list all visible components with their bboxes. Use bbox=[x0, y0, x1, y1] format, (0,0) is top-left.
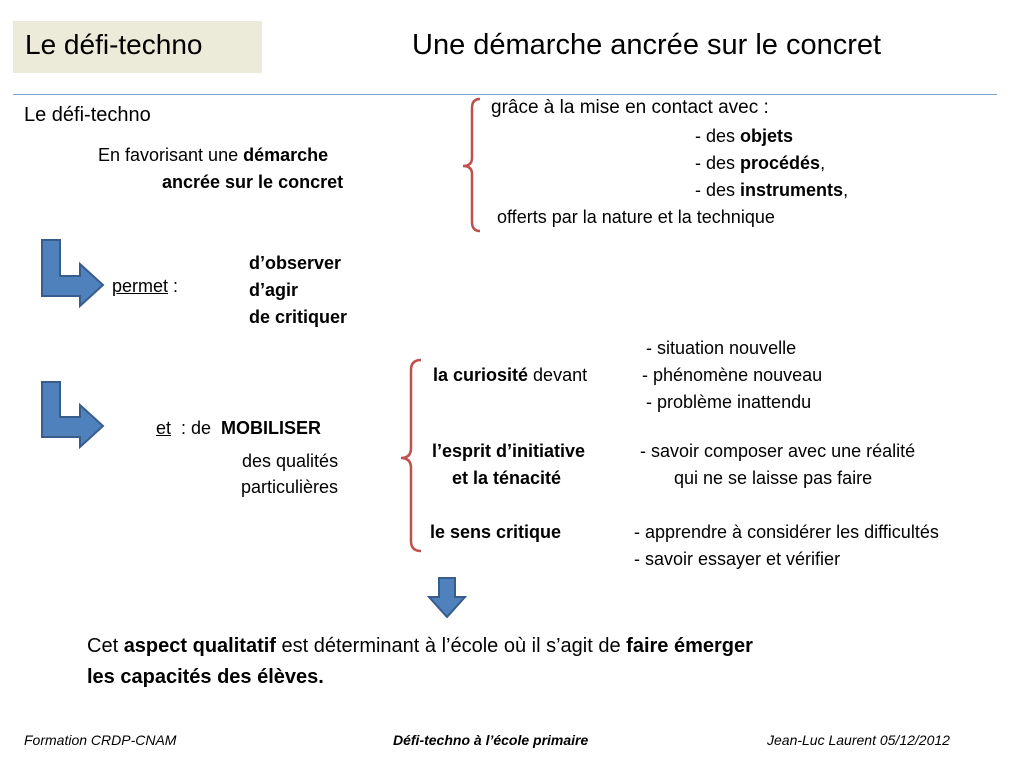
intro-line-2: ancrée sur le concret bbox=[162, 172, 344, 192]
conclusion-line-1: Cet aspect qualitatif est déterminant à l’école où il s’agit de faire émerger bbox=[87, 635, 753, 657]
bent-arrow-icon bbox=[42, 240, 103, 306]
mobiliser-line: et : de MOBILISER bbox=[156, 418, 322, 438]
critical-label: le sens critique bbox=[430, 522, 562, 542]
brace-bottom bbox=[401, 360, 421, 551]
brace-top bbox=[463, 99, 480, 231]
critical-desc-2: - savoir essayer et vérifier bbox=[634, 549, 841, 569]
down-arrow-icon bbox=[429, 578, 465, 617]
contact-item-procedes: - des procédés, bbox=[695, 153, 826, 173]
contact-item-objets: - des objets bbox=[695, 126, 794, 146]
intro-line-1: En favorisant une démarche bbox=[98, 145, 329, 165]
curiosity-label: la curiosité devant bbox=[433, 365, 588, 385]
footer-left: Formation CRDP-CNAM bbox=[24, 732, 177, 748]
action-critiquer: de critiquer bbox=[249, 307, 348, 327]
contact-last: offerts par la nature et la technique bbox=[497, 207, 775, 227]
curiosity-item-3: - problème inattendu bbox=[646, 392, 812, 412]
action-agir: d’agir bbox=[249, 280, 299, 300]
contact-intro: grâce à la mise en contact avec : bbox=[491, 97, 769, 118]
curiosity-item-2: - phénomène nouveau bbox=[642, 365, 823, 385]
initiative-label-2: et la ténacité bbox=[452, 468, 562, 488]
contact-item-instruments: - des instruments, bbox=[695, 180, 849, 200]
initiative-label-1: l’esprit d’initiative bbox=[432, 441, 586, 461]
bent-arrow-icon bbox=[42, 382, 103, 447]
initiative-desc-1: - savoir composer avec une réalité bbox=[640, 441, 916, 461]
permet-label: permet : bbox=[112, 276, 179, 296]
intro-label: Le défi-techno bbox=[24, 104, 151, 126]
header-tag: Le défi-techno bbox=[25, 29, 203, 60]
footer-center: Défi-techno à l’école primaire bbox=[393, 732, 589, 748]
conclusion-line-2: les capacités des élèves. bbox=[87, 666, 324, 688]
action-observer: d’observer bbox=[249, 253, 342, 273]
slide-title: Une démarche ancrée sur le concret bbox=[412, 29, 882, 61]
footer-right: Jean-Luc Laurent 05/12/2012 bbox=[767, 732, 950, 748]
critical-desc-1: - apprendre à considérer les difficultés bbox=[634, 522, 939, 542]
mobiliser-line-3: particulières bbox=[241, 477, 339, 497]
initiative-desc-2: qui ne se laisse pas faire bbox=[674, 468, 873, 488]
mobiliser-line-2: des qualités bbox=[242, 451, 339, 471]
curiosity-item-1: - situation nouvelle bbox=[646, 338, 797, 358]
